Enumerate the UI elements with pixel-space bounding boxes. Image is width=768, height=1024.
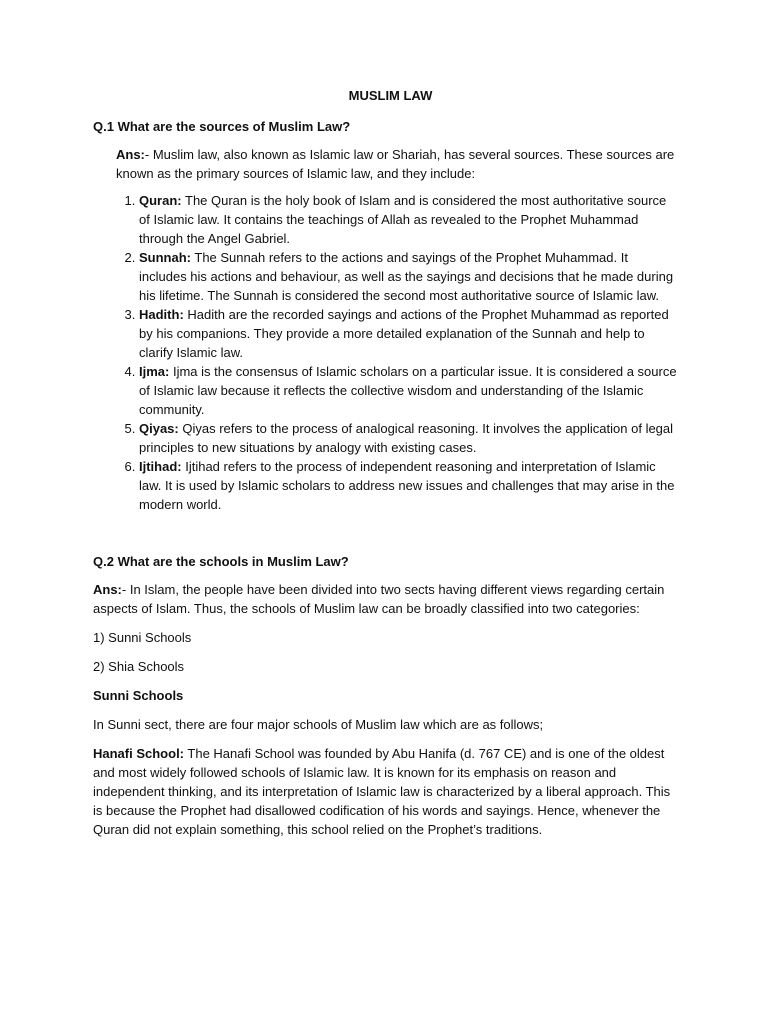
hanafi-text: The Hanafi School was founded by Abu Hanifa (d. 767 CE) and is one of the oldest and most widely followed schools of Islamic law. It is known for its emphasis on reason and independent thinking, and its interpretation of Islamic law is characterized by a liberal approach. This is because the Prophet had disallowed codification of his words and sayings. Hence, whenever the Quran did not explain something, this school relied on the Prophet’s traditions. (93, 746, 671, 837)
answer-1 (116, 145, 678, 183)
list-item (139, 305, 678, 362)
list-item-text: The Sunnah refers to the actions and sayings of the Prophet Muhammad. It includes his actions and behaviour, as well as the sayings and decisions that he made during his lifetime. The Sunnah is considered the second most authoritative source of Islamic law. (139, 250, 674, 303)
answer-1-label: Ans: (116, 147, 145, 162)
list-item-term: Sunnah: (139, 250, 191, 265)
list-item (139, 191, 678, 248)
answer-1-intro (116, 145, 678, 183)
list-item (139, 248, 678, 305)
answer-2-label: Ans: (93, 582, 122, 597)
sources-list (93, 191, 678, 514)
list-item-text: The Quran is the holy book of Islam and is considered the most authoritative source of Islamic law. It contains the teachings of Allah as revealed to the Prophet Muhammad through the Angel Gabriel. (139, 193, 667, 246)
list-item-term: Ijma: (139, 364, 170, 379)
hanafi-paragraph (93, 744, 678, 839)
sunni-intro: In Sunni sect, there are four major schools of Muslim law which are as follows; (93, 717, 544, 732)
list-item (139, 457, 678, 514)
list-item-term: Ijtihad: (139, 459, 182, 474)
answer-2-intro (93, 580, 678, 618)
list-item (139, 362, 678, 419)
list-item-term: Hadith: (139, 307, 184, 322)
answer-2-text: - In Islam, the people have been divided into two sects having different views regarding certain aspects of Islam. Thus, the schools of Muslim law can be broadly classified into two categories: (93, 582, 665, 616)
list-item-text: Ijtihad refers to the process of independent reasoning and interpretation of Islamic law. It is used by Islamic scholars to address new issues and challenges that may arise in the modern world. (139, 459, 675, 512)
list-item-text: Ijma is the consensus of Islamic scholars on a particular issue. It is considered a source of Islamic law because it reflects the collective wisdom and understanding of the Islamic community. (139, 364, 677, 417)
question-1: Q.1 What are the sources of Muslim Law? (93, 119, 351, 134)
sunni-schools-heading: Sunni Schools (93, 688, 184, 703)
section-spacer (93, 514, 678, 552)
list-item-text: Hadith are the recorded sayings and actions of the Prophet Muhammad as reported by his companions. They provide a more detailed explanation of the Sunnah and help to clarify Islamic law. (139, 307, 669, 360)
category-sunni: 1) Sunni Schools (93, 630, 192, 645)
list-item (139, 419, 678, 457)
list-item-term: Qiyas: (139, 421, 179, 436)
answer-1-text: - Muslim law, also known as Islamic law or Shariah, has several sources. These sources are known as the primary sources of Islamic law, and they include: (116, 147, 675, 181)
list-item-term: Quran: (139, 193, 182, 208)
list-item-text: Qiyas refers to the process of analogical reasoning. It involves the application of legal principles to new situations by analogy with existing cases. (139, 421, 674, 455)
page-title: MUSLIM LAW (348, 88, 433, 103)
question-2: Q.2 What are the schools in Muslim Law? (93, 554, 349, 569)
category-shia: 2) Shia Schools (93, 659, 185, 674)
hanafi-label: Hanafi School: (93, 746, 185, 761)
